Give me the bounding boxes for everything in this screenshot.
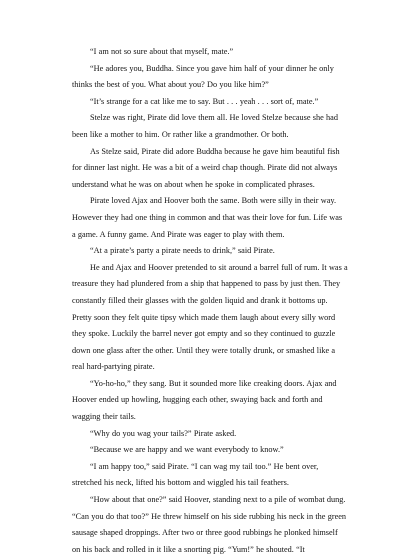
paragraph: “Yo-ho-ho,” they sang. But it sounded more like creaking doors. Ajax and Hoover ended up howling, hugging each other, swaying back and forth and wagging their tails. — [72, 378, 337, 422]
paragraph: As Stelze said, Pirate did adore Buddha because he gave him beautiful fish for dinner last night. He was a bit of a weird chap though. Pirate did not always understand what he was on about when he spoke in complicated phrases. — [72, 146, 340, 189]
paragraph: “I am not so sure about that myself, mate.” — [90, 47, 234, 56]
paragraph: “Because we are happy and we want everybody to know.” — [90, 445, 284, 455]
body-text — [72, 44, 348, 558]
paragraph: He and Ajax and Hoover pretended to sit around a barrel full of rum. It was a treasure they had plundered from a ship that happened to pass by just then. They constantly filled their glasses with the golden liquid and drank it bottoms up. Pretty soon they felt quite tipsy which made them laugh about every silly word they spoke. Luckily the barrel never got empty and so they continued to guzzle down one glass after the other. Until they were totally drunk, or smashed like a real hard-partying pirate. — [72, 262, 348, 372]
paragraph: “Why do you wag your tails?” Pirate asked. — [90, 428, 237, 438]
paragraph: Stelze was right, Pirate did love them all. He loved Stelze because she had been like a mother to him. Or rather like a grandmother. Or both. — [72, 113, 338, 139]
paragraph: “He adores you, Buddha. Since you gave him half of your dinner he only thinks the best of you. What about you? Do you like him?” — [72, 63, 334, 90]
paragraph: Pirate loved Ajax and Hoover both the same. Both were silly in their way. However they had one thing in common and that was their love for fun. Life was a game. A funny game. And Pirate was eager to play with them. — [72, 196, 343, 239]
paragraph: “How about that one?” said Hoover, standing next to a pile of wombat dung. “Can you do that too?” He threw himself on his side rubbing his neck in the green sausage shaped droppings. After two or three good rubbings he plonked himself on his back and rolled in it like a snorting pig. “Yum!” he shouted. “It — [72, 495, 347, 554]
paragraph: “I am happy too,” said Pirate. “I can wag my tail too.” He bent over, stretched his neck, lifted his bottom and wiggled his tail feathers. — [72, 461, 319, 488]
paragraph: “It’s strange for a cat like me to say. But . . . yeah . . . sort of, mate.” — [90, 96, 319, 106]
paragraph: “At a pirate’s party a pirate needs to drink,” said Pirate. — [90, 246, 275, 256]
